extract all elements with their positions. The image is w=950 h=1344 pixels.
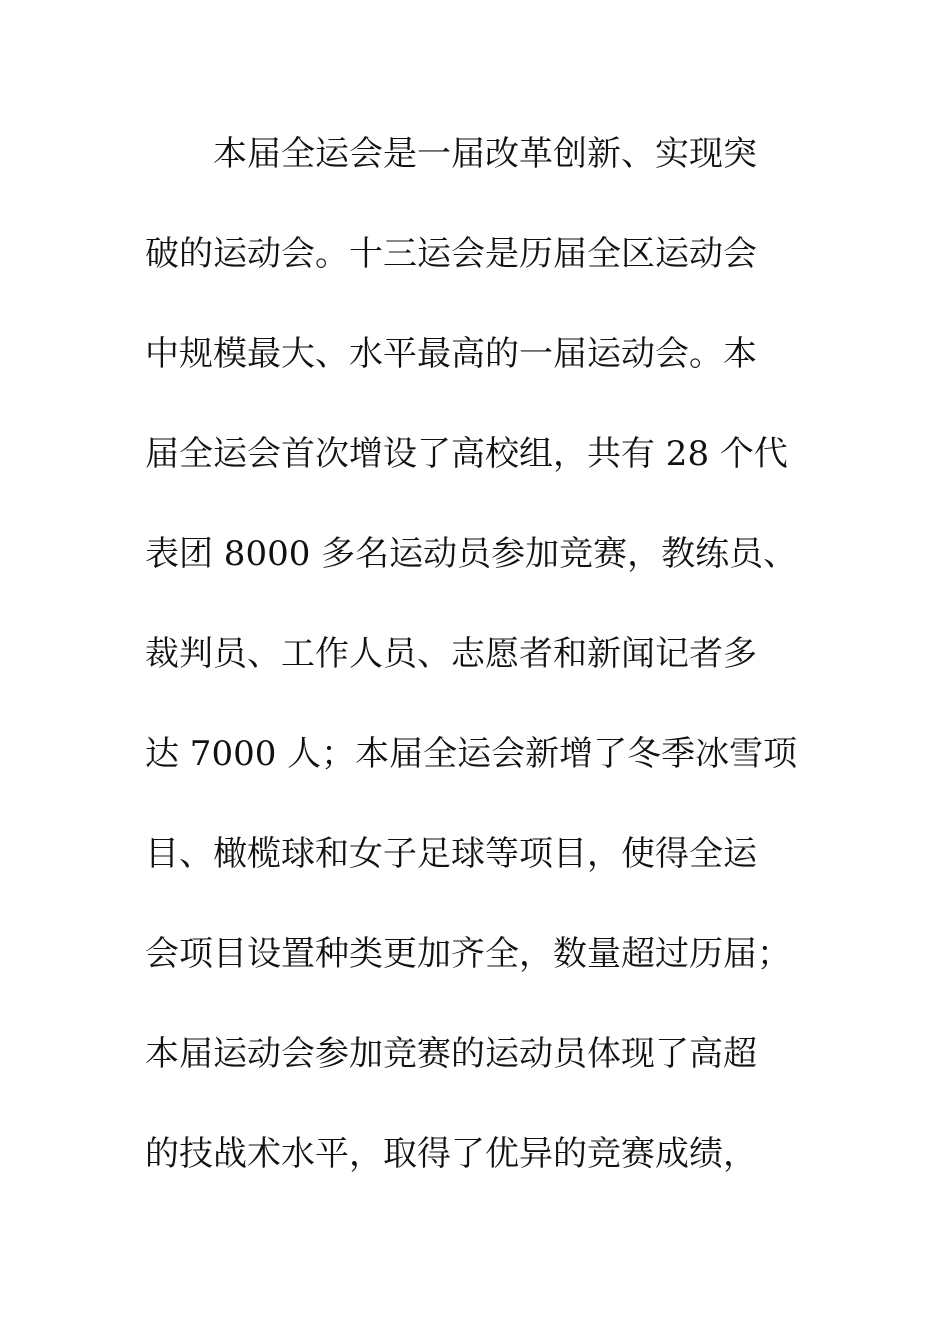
paragraph-line: 的技战术水平，取得了优异的竞赛成绩， [145,1134,757,1174]
paragraph-line: 届全运会首次增设了高校组，共有 28 个代 [145,434,788,474]
paragraph-line: 目、橄榄球和女子足球等项目，使得全运 [145,834,757,874]
paragraph-line: 裁判员、工作人员、志愿者和新闻记者多 [145,634,757,674]
paragraph-line: 会项目设置种类更加齐全，数量超过历届； [145,934,791,974]
paragraph-line: 本届全运会是一届改革创新、实现突 [213,134,757,174]
paragraph-line: 破的运动会。十三运会是历届全区运动会 [145,234,757,274]
paragraph-line: 表团 8000 多名运动员参加竞赛，教练员、 [145,534,798,574]
paragraph-line: 本届运动会参加竞赛的运动员体现了高超 [145,1034,757,1074]
paragraph-line: 中规模最大、水平最高的一届运动会。本 [145,334,757,374]
paragraph-line: 达 7000 人；本届全运会新增了冬季冰雪项 [145,734,798,774]
body-paragraph [145,126,815,1226]
